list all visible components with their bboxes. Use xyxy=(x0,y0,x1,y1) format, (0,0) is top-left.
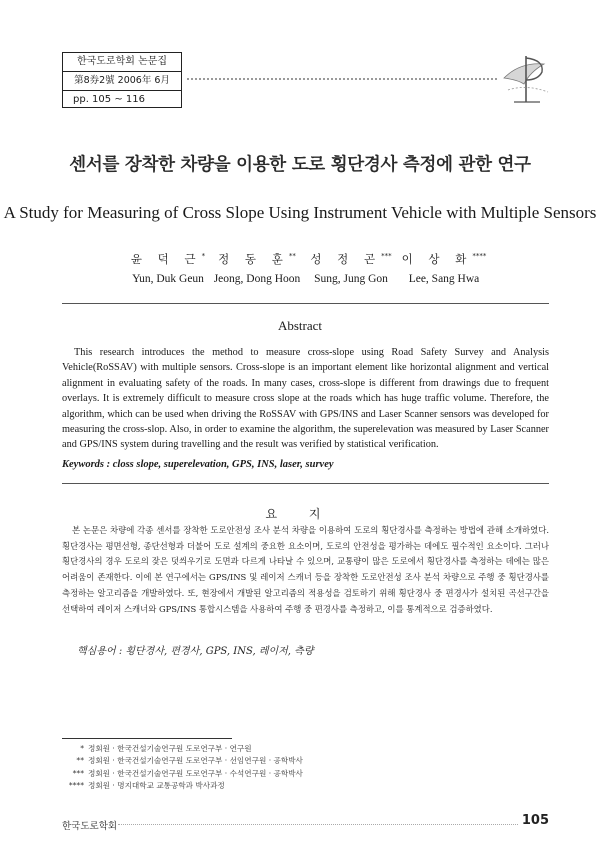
footer-society: 한국도로학회 xyxy=(62,821,118,832)
author-name-en: Yun, Duk Geun xyxy=(132,273,204,285)
journal-logo-icon xyxy=(500,50,552,106)
footnote: **** 정회원 · 명지대학교 교통공학과 박사과정 xyxy=(68,781,225,791)
author-name-ko: 성 정 곤 xyxy=(310,252,382,266)
author-name-ko: 이 상 화 xyxy=(401,252,473,266)
author-4 xyxy=(384,251,504,285)
journal-pages: pp. 105 ~ 116 xyxy=(73,94,145,105)
page-number: 105 xyxy=(521,813,549,828)
title-english: A Study for Measuring of Cross Slope Using Instrument Vehicle with Multiple Sensors xyxy=(3,203,597,222)
author-name-en: Lee, Sang Hwa xyxy=(408,273,480,285)
abstract-text: This research introduces the method to measure cross-slope using Road Safety Survey and Analysis Vehicle(RoSSAV) with multiple sensors. Cross-slope is an important element like horizontal alignment and vertical alignment in evaluating safety of the roads. In many cases, cross-slope is different from drawings due to frequent overlays. It is extremely difficult to measure cross slope at the roads which has huge traffic volume. Therefore, the algorithm, which can be used when driving the RoSSAV with GPS/INS and Laser Scanner sensors was developed for measuring the cross-slop. Also, in order to examine the algorithm, the superelevation was measured by Laser Scanner and GPS/INS system during travelling and the result was verified by statistical verification. xyxy=(62,347,549,451)
summary-text: 본 논문은 차량에 각종 센서를 장착한 도로안전성 조사 분석 차량을 이용하여 도로의 횡단경사를 측정하는 방법에 관해 소개하였다. 횡단경사는 평면선형, 종단선형과 더불어 도로 설계의 중요한 요소이며, 도로의 안전성을 평가하는 데에도 필수적인 요소이다. 그러나 횡단경사의 경우 도로의 잦은 덧씌우기로 도면과 다르게 나타날 수 있으며, 교통량이 많은 도로에서 횡단경사를 측정하는 데에는 많은 어려움이 존재한다. 이에 본 연구에서는 GPS/INS 및 레이저 스캐너 등을 장착한 도로안전성 조사 분석 차량으로 주행 중 횡단경사를 측정하는 알고리즘을 개발하였다. 또, 현장에서 개발된 알고리즘의 적용성을 검토하기 위해 횡단경사 중 편경사가 설치된 곡선구간을 선택하여 레이저 스캐너와 GPS/INS 통합시스템을 사용하여 주행 중 편경사를 측정하고, 이를 통계적으로 검증하였다. xyxy=(62,525,549,614)
author-mark: *** xyxy=(381,252,392,261)
summary-heading: 요 지 xyxy=(265,507,335,521)
footnote-rule xyxy=(62,738,232,739)
author-mark: ** xyxy=(288,252,296,261)
header-dotted-rule xyxy=(187,78,497,80)
footer-dotted-rule xyxy=(118,824,518,825)
footnote: * 정회원 · 한국건설기술연구원 도로연구부 · 연구원 xyxy=(80,744,252,753)
author-name-ko: 윤 덕 근 xyxy=(130,252,202,266)
abstract-top-rule xyxy=(62,303,549,304)
author-mark: **** xyxy=(472,252,487,261)
keywords-ko: 핵심용어 : 횡단경사, 편경사, GPS, INS, 레이저, 측량 xyxy=(77,646,314,657)
journal-volume: 第8券2號 2006年 6月 xyxy=(63,72,181,91)
author-name-en: Jeong, Dong Hoon xyxy=(213,273,301,285)
author-name-en: Sung, Jung Gon xyxy=(314,273,388,285)
journal-name: 한국도로학회 논문집 xyxy=(63,53,181,72)
footnotes xyxy=(62,743,462,793)
author-name-ko: 정 동 훈 xyxy=(218,252,289,266)
footnote: ** 정회원 · 한국건설기술연구원 도로연구부 · 선임연구원 · 공학박사 xyxy=(76,756,303,766)
abstract-heading: Abstract xyxy=(277,318,323,333)
title-korean: 센서를 장착한 차량을 이용한 도로 횡단경사 측정에 관한 연구 xyxy=(69,155,531,175)
keywords-en: Keywords : closs slope, superelevation, GPS, INS, laser, survey xyxy=(62,459,334,470)
author-mark: * xyxy=(201,252,206,261)
abstract-bottom-rule xyxy=(62,483,549,484)
footnote: *** 정회원 · 한국건설기술연구원 도로연구부 · 수석연구원 · 공학박사 xyxy=(72,768,303,778)
journal-info-box xyxy=(62,52,182,108)
